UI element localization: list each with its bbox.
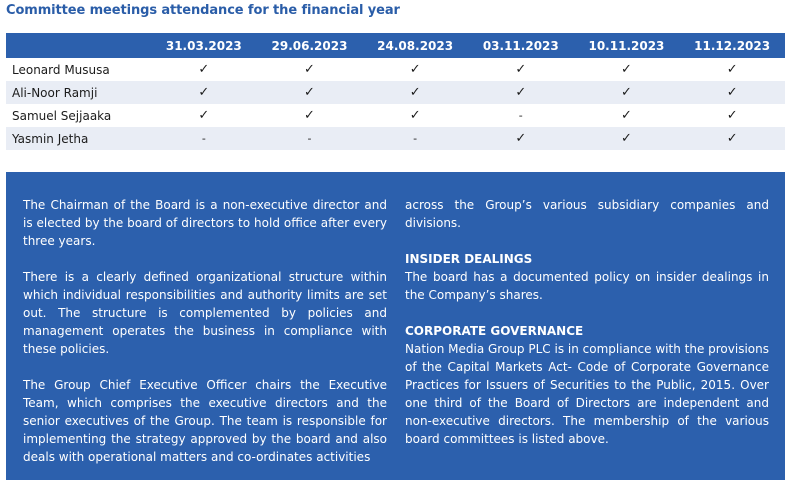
member-name: Leonard Mususa xyxy=(6,58,151,81)
attendance-mark: ✓ xyxy=(362,58,468,81)
left-text-column xyxy=(23,196,387,484)
attendance-mark: ✓ xyxy=(679,81,785,104)
header-date: 24.08.2023 xyxy=(362,33,468,58)
attendance-mark: ✓ xyxy=(574,127,680,150)
table-row xyxy=(6,58,785,81)
paragraph: The board has a documented policy on insider dealings in the Company’s shares. xyxy=(405,270,769,302)
section-heading: Committee meetings attendance for the financial year xyxy=(6,3,400,18)
attendance-mark: - xyxy=(257,127,363,150)
header-date: 29.06.2023 xyxy=(257,33,363,58)
attendance-mark: ✓ xyxy=(679,127,785,150)
attendance-mark: ✓ xyxy=(257,81,363,104)
attendance-mark: ✓ xyxy=(574,58,680,81)
header-date: 31.03.2023 xyxy=(151,33,257,58)
attendance-mark: ✓ xyxy=(257,104,363,127)
header-date: 10.11.2023 xyxy=(574,33,680,58)
attendance-mark: ✓ xyxy=(362,104,468,127)
member-name: Ali-Noor Ramji xyxy=(6,81,151,104)
paragraph: The Chairman of the Board is a non-executive director and is elected by the board of directors to hold office after every three years. xyxy=(23,198,387,248)
attendance-mark: - xyxy=(151,127,257,150)
attendance-mark: ✓ xyxy=(468,127,574,150)
corporate-governance-heading: CORPORATE GOVERNANCE xyxy=(405,324,584,338)
member-name: Samuel Sejjaaka xyxy=(6,104,151,127)
attendance-mark: ✓ xyxy=(362,81,468,104)
attendance-mark: ✓ xyxy=(574,81,680,104)
member-name: Yasmin Jetha xyxy=(6,127,151,150)
attendance-mark: ✓ xyxy=(574,104,680,127)
attendance-mark: ✓ xyxy=(468,81,574,104)
attendance-mark: - xyxy=(468,104,574,127)
attendance-mark: ✓ xyxy=(151,58,257,81)
attendance-mark: - xyxy=(362,127,468,150)
header-date: 11.12.2023 xyxy=(679,33,785,58)
header-name-cell xyxy=(6,33,151,58)
paragraph: The Group Chief Executive Officer chairs the Executive Team, which comprises the executive directors and the senior executives of the Group. The team is responsible for implementing the strategy approved by the board and also deals with operational matters and co-ordinates activities xyxy=(23,378,387,464)
attendance-table xyxy=(6,33,785,150)
attendance-mark: ✓ xyxy=(151,104,257,127)
governance-text-panel xyxy=(6,172,785,480)
attendance-mark: ✓ xyxy=(257,58,363,81)
table-row xyxy=(6,127,785,150)
attendance-mark: ✓ xyxy=(679,104,785,127)
paragraph: There is a clearly defined organizational structure within which individual responsibilities and authority limits are set out. The structure is complemented by policies and management operates the business in compliance with these policies. xyxy=(23,270,387,356)
table-row xyxy=(6,81,785,104)
paragraph: across the Group’s various subsidiary companies and divisions. xyxy=(405,198,769,230)
right-text-column xyxy=(405,196,769,466)
table-row xyxy=(6,104,785,127)
paragraph: Nation Media Group PLC is in compliance with the provisions of the Capital Markets Act- Code of Corporate Governance Practices for Issuers of Securities to the Public, 2015. Over one third of the Board of Directors are independent and non-executive directors. The membership of the various board committees is listed above. xyxy=(405,342,769,446)
insider-dealings-heading: INSIDER DEALINGS xyxy=(405,252,533,266)
attendance-mark: ✓ xyxy=(468,58,574,81)
attendance-mark: ✓ xyxy=(151,81,257,104)
header-date: 03.11.2023 xyxy=(468,33,574,58)
table-header-row xyxy=(6,33,785,58)
attendance-mark: ✓ xyxy=(679,58,785,81)
